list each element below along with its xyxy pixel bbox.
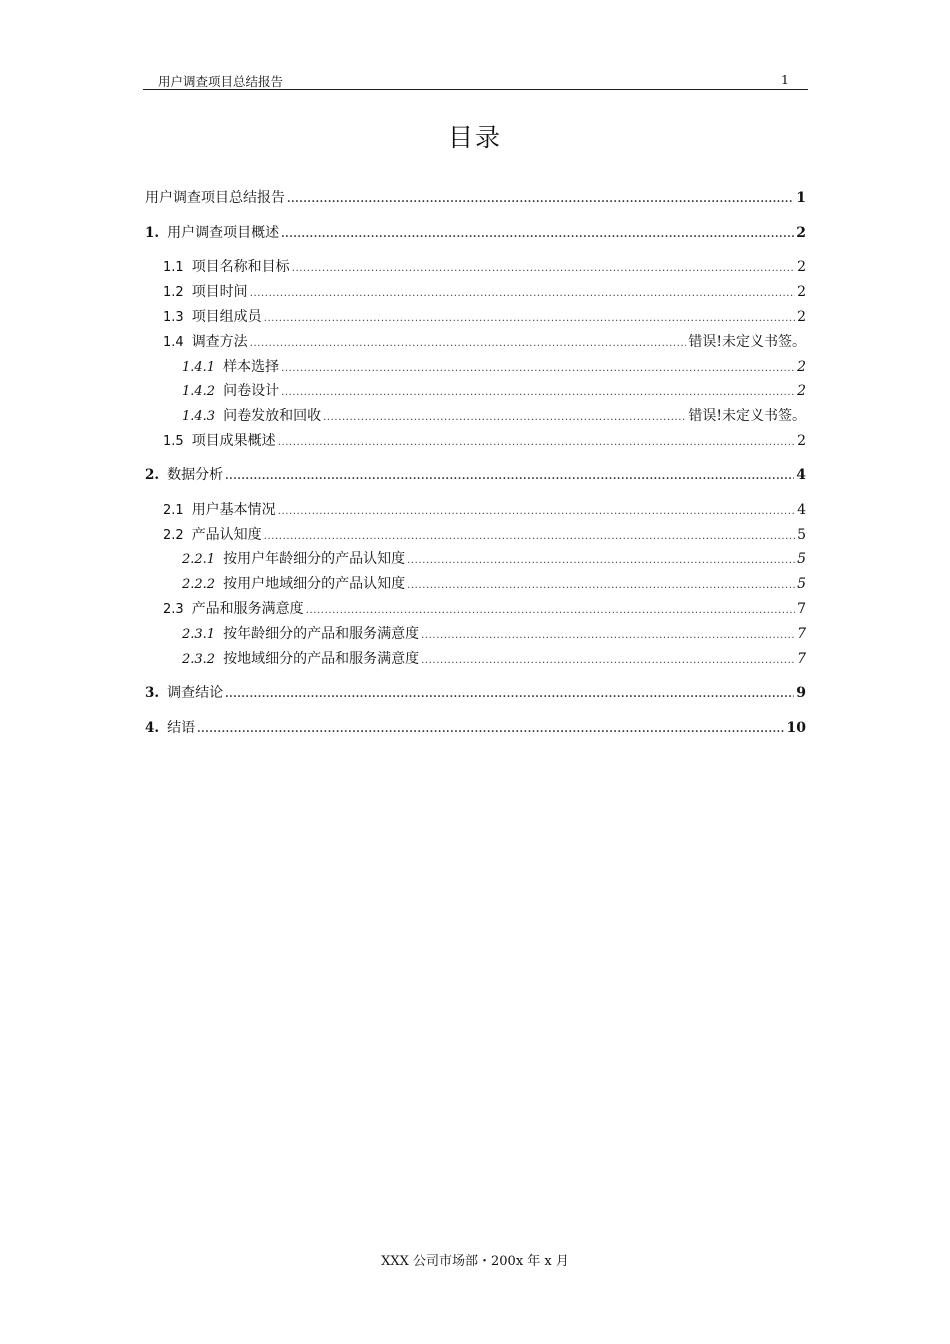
toc-entry-number: 3. [145, 685, 160, 701]
toc-entry-number: 1.4.1 [182, 360, 216, 375]
toc-leader-dots [306, 602, 795, 620]
toc-entry-number: 2. [145, 467, 160, 483]
toc-entry-title: 调查结论 [167, 685, 224, 701]
toc-entry-number: 2.2 [163, 528, 184, 543]
toc-leader-dots [225, 686, 794, 704]
toc-entry-number: 1.3 [163, 310, 184, 325]
toc-entry-page: 10 [786, 720, 806, 736]
toc-entry-number: 1.4.2 [182, 384, 216, 399]
toc-entry[interactable] [163, 501, 806, 521]
toc-leader-dots [323, 409, 686, 427]
toc-entry-number: 2.3 [163, 602, 184, 617]
toc-entry[interactable] [145, 189, 806, 209]
toc-entry-page: 4 [797, 502, 806, 518]
toc-leader-dots [197, 721, 784, 739]
toc-leader-dots [250, 285, 795, 303]
toc-entry-number: 1.4 [163, 335, 184, 350]
toc-leader-dots [281, 226, 794, 244]
toc-entry-title: 按用户地域细分的产品认知度 [223, 576, 406, 592]
toc-entry-title: 数据分析 [167, 467, 224, 483]
page-header [143, 71, 808, 90]
toc-entry-page: 2 [797, 284, 806, 300]
toc-entry[interactable] [182, 650, 806, 670]
toc-entry[interactable] [145, 684, 806, 704]
toc-entry[interactable] [182, 625, 806, 645]
toc-entry-page: 5 [797, 527, 806, 543]
toc-leader-dots [421, 627, 795, 645]
page-footer: XXX 公司市场部・200x 年 x 月 [381, 1254, 569, 1269]
toc-entry-page: 2 [797, 359, 806, 375]
toc-entry-title: 结语 [167, 720, 196, 736]
toc-entry-page: 2 [797, 259, 806, 275]
toc-entry[interactable] [163, 600, 806, 620]
toc-entry[interactable] [182, 382, 806, 402]
toc-entry[interactable] [182, 358, 806, 378]
toc-entry-title: 样本选择 [223, 359, 280, 375]
toc-leader-dots [287, 191, 794, 209]
toc-entry[interactable] [145, 719, 806, 739]
toc-entry[interactable] [182, 550, 806, 570]
toc-entry-title: 问卷发放和回收 [223, 408, 322, 424]
toc-entry-page: 7 [797, 651, 806, 667]
toc-heading: 目录 [447, 123, 502, 152]
toc-entry-page: 5 [797, 576, 806, 592]
toc-entry[interactable] [163, 432, 806, 452]
toc-entry-title: 产品和服务满意度 [191, 601, 304, 617]
toc-entry[interactable] [163, 526, 806, 546]
header-title: 用户调查项目总结报告 [158, 74, 284, 89]
toc-entry-title: 按年龄细分的产品和服务满意度 [223, 626, 420, 642]
toc-entry-number: 4. [145, 720, 160, 736]
toc-entry[interactable] [145, 224, 806, 244]
toc-entry[interactable] [163, 283, 806, 303]
toc-entry[interactable] [163, 258, 806, 278]
toc-leader-dots [407, 552, 795, 570]
toc-entry-page: 2 [797, 309, 806, 325]
toc-entry[interactable] [163, 333, 806, 353]
toc-entry-page-error: 错误!未定义书签。 [688, 334, 806, 350]
toc-entry-number: 2.3.1 [182, 627, 216, 642]
toc-entry-title: 用户基本情况 [191, 502, 276, 518]
toc-entry-number: 1. [145, 225, 160, 241]
toc-leader-dots [264, 310, 795, 328]
toc-leader-dots [292, 260, 795, 278]
toc-entry-page: 7 [797, 626, 806, 642]
toc-entry-page: 1 [796, 190, 806, 206]
toc-entry[interactable] [145, 466, 806, 486]
toc-entry-number: 2.2.2 [182, 577, 216, 592]
toc-leader-dots [281, 384, 795, 402]
toc-entry-title: 按用户年龄细分的产品认知度 [223, 551, 406, 567]
toc-entry-title: 项目成果概述 [191, 433, 276, 449]
toc-entry-title: 用户调查项目概述 [167, 225, 280, 241]
toc-entry-title: 问卷设计 [223, 383, 280, 399]
toc-entry-number: 1.1 [163, 260, 184, 275]
toc-entry[interactable] [163, 308, 806, 328]
toc-entry-page: 9 [796, 685, 806, 701]
toc-entry-page-error: 错误!未定义书签。 [688, 408, 806, 424]
toc-entry-title: 项目名称和目标 [191, 259, 290, 275]
toc-entry-number: 2.1 [163, 503, 184, 518]
toc-leader-dots [250, 335, 687, 353]
toc-entry-page: 2 [797, 433, 806, 449]
toc-entry-title: 项目组成员 [191, 309, 262, 325]
toc-entry-title: 项目时间 [191, 284, 248, 300]
toc-entry-page: 2 [796, 225, 806, 241]
toc-entry-page: 5 [797, 551, 806, 567]
header-page-number: 1 [781, 72, 789, 87]
toc-leader-dots [407, 577, 795, 595]
toc-entry[interactable] [182, 575, 806, 595]
toc-leader-dots [264, 528, 795, 546]
toc-entry-number: 2.2.1 [182, 552, 216, 567]
toc-entry-page: 4 [796, 467, 806, 483]
toc-entry-title: 用户调查项目总结报告 [145, 190, 285, 206]
toc-entry-title: 调查方法 [191, 334, 248, 350]
toc-leader-dots [421, 652, 795, 670]
toc-entry-number: 1.5 [163, 434, 184, 449]
toc-entry-page: 2 [797, 383, 806, 399]
toc-leader-dots [225, 468, 794, 486]
toc-leader-dots [281, 360, 795, 378]
toc-entry-number: 2.3.2 [182, 652, 216, 667]
toc-entry-title: 按地域细分的产品和服务满意度 [223, 651, 420, 667]
toc-entry-number: 1.4.3 [182, 409, 216, 424]
toc-leader-dots [278, 434, 795, 452]
toc-entry-title: 产品认知度 [191, 527, 262, 543]
toc-leader-dots [278, 503, 795, 521]
toc-entry[interactable] [182, 407, 806, 427]
toc-entry-number: 1.2 [163, 285, 184, 300]
toc-entry-page: 7 [797, 601, 806, 617]
